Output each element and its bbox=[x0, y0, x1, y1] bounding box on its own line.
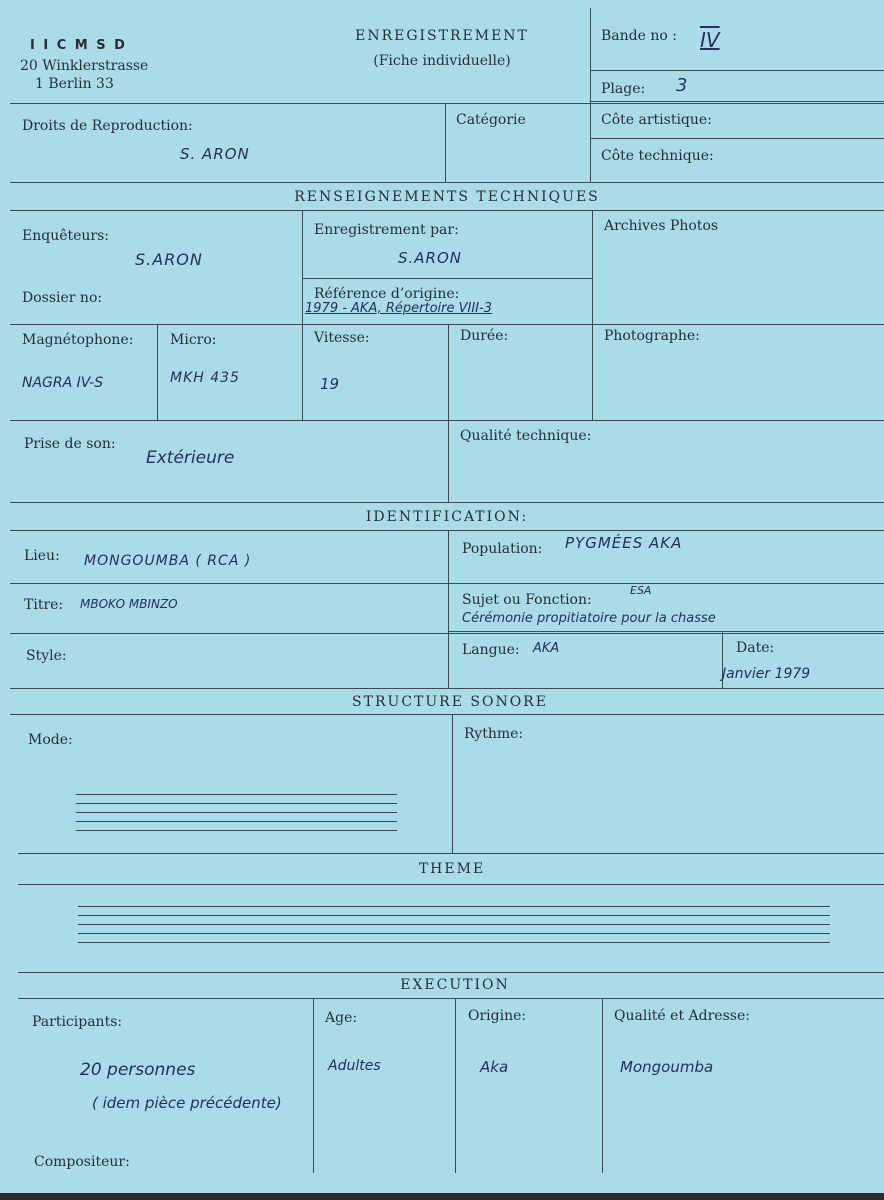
mode-label: Mode: bbox=[28, 732, 73, 748]
date-value: Janvier 1979 bbox=[722, 666, 811, 682]
divider bbox=[10, 420, 884, 421]
sujet-label: Sujet ou Fonction: bbox=[462, 592, 592, 608]
compositeur-label: Compositeur: bbox=[34, 1154, 130, 1170]
lieu-value: MONGOUMBA ( RCA ) bbox=[84, 553, 252, 569]
droits-value: S. ARON bbox=[180, 145, 250, 163]
divider bbox=[10, 583, 884, 584]
section-theme: THEME bbox=[418, 861, 486, 877]
section-structure: STRUCTURE SONORE bbox=[352, 694, 548, 710]
qualite-technique-label: Qualité technique: bbox=[460, 428, 592, 444]
photographe-label: Photographe: bbox=[604, 328, 700, 344]
micro-label: Micro: bbox=[170, 332, 217, 348]
org-address-line1: 20 Winklerstrasse bbox=[20, 58, 149, 74]
divider bbox=[448, 631, 884, 632]
divider bbox=[10, 103, 884, 104]
form-title: ENREGISTREMENT bbox=[355, 28, 529, 44]
divider bbox=[18, 972, 884, 973]
divider bbox=[590, 8, 591, 183]
participants-label: Participants: bbox=[32, 1014, 123, 1030]
divider bbox=[592, 210, 593, 420]
bande-label: Bande no : bbox=[601, 28, 677, 44]
divider bbox=[313, 998, 314, 1173]
divider bbox=[10, 502, 884, 503]
archives-photos-label: Archives Photos bbox=[604, 218, 719, 234]
divider bbox=[10, 530, 884, 531]
staff-line bbox=[78, 924, 830, 925]
titre-label: Titre: bbox=[24, 597, 64, 613]
divider bbox=[10, 714, 884, 715]
origine-value: Aka bbox=[480, 1058, 509, 1076]
langue-label: Langue: bbox=[462, 642, 520, 658]
magnetophone-value: NAGRA IV-S bbox=[22, 375, 104, 391]
divider bbox=[455, 998, 456, 1173]
titre-value: MBOKO MBINZO bbox=[80, 597, 178, 611]
population-label: Population: bbox=[462, 541, 543, 557]
staff-line bbox=[78, 915, 830, 916]
plage-label: Plage: bbox=[601, 81, 646, 97]
divider bbox=[18, 853, 884, 854]
enregistrement-par-value: S.ARON bbox=[398, 249, 463, 267]
staff-line bbox=[78, 906, 830, 907]
qualite-adresse-label: Qualité et Adresse: bbox=[614, 1008, 750, 1024]
prise-de-son-value: Extérieure bbox=[146, 448, 235, 468]
participants-value-2: ( idem pièce précédente) bbox=[92, 1094, 282, 1112]
section-identification: IDENTIFICATION: bbox=[365, 509, 529, 525]
divider bbox=[302, 210, 303, 420]
divider bbox=[18, 884, 884, 885]
enregistrement-par-label: Enregistrement par: bbox=[314, 222, 459, 238]
sujet-code-value: ESA bbox=[630, 584, 652, 597]
population-value: PYGMÉES AKA bbox=[565, 534, 683, 552]
droits-label: Droits de Reproduction: bbox=[22, 118, 193, 134]
staff-line bbox=[76, 830, 397, 831]
divider bbox=[10, 688, 884, 689]
divider bbox=[302, 278, 592, 279]
staff-line bbox=[76, 812, 397, 813]
staff-line bbox=[76, 803, 397, 804]
bande-value: IV bbox=[700, 28, 720, 52]
divider bbox=[448, 530, 449, 688]
staff-line bbox=[78, 933, 830, 934]
prise-de-son-label: Prise de son: bbox=[24, 436, 116, 452]
origine-label: Origine: bbox=[468, 1008, 527, 1024]
divider bbox=[10, 182, 884, 183]
reference-label: Référence d’origine: bbox=[314, 286, 460, 302]
age-value: Adultes bbox=[328, 1058, 381, 1074]
rythme-label: Rythme: bbox=[464, 726, 524, 742]
magnetophone-label: Magnétophone: bbox=[22, 332, 134, 348]
staff-line bbox=[76, 794, 397, 795]
duree-label: Durée: bbox=[460, 328, 509, 344]
divider bbox=[10, 210, 884, 211]
reference-value: 1979 - AKA, Répertoire VIII-3 bbox=[305, 301, 492, 316]
divider bbox=[448, 324, 449, 502]
style-label: Style: bbox=[26, 648, 67, 664]
divider bbox=[452, 714, 453, 853]
divider bbox=[18, 998, 884, 999]
divider bbox=[590, 101, 884, 102]
divider bbox=[590, 70, 884, 71]
participants-value-1: 20 personnes bbox=[80, 1060, 196, 1080]
divider bbox=[157, 324, 158, 420]
section-execution: EXECUTION bbox=[400, 977, 510, 993]
enqueteurs-label: Enquêteurs: bbox=[22, 228, 110, 244]
divider bbox=[602, 998, 603, 1173]
staff-line bbox=[76, 821, 397, 822]
cote-artistique-label: Côte artistique: bbox=[601, 112, 712, 128]
divider bbox=[10, 324, 884, 325]
divider bbox=[10, 633, 884, 634]
enqueteurs-value: S.ARON bbox=[135, 250, 203, 269]
org-name: I I C M S D bbox=[30, 38, 127, 53]
qualite-adresse-value: Mongoumba bbox=[620, 1058, 714, 1076]
section-renseignements: RENSEIGNEMENTS TECHNIQUES bbox=[294, 189, 600, 205]
vitesse-value: 19 bbox=[320, 375, 340, 393]
lieu-label: Lieu: bbox=[24, 548, 60, 564]
micro-value: MKH 435 bbox=[170, 370, 240, 386]
langue-value: AKA bbox=[533, 641, 560, 656]
cote-technique-label: Côte technique: bbox=[601, 148, 714, 164]
date-label: Date: bbox=[736, 640, 775, 656]
org-address-line2: 1 Berlin 33 bbox=[35, 76, 114, 92]
categorie-label: Catégorie bbox=[456, 112, 526, 128]
dossier-label: Dossier no: bbox=[22, 290, 103, 306]
divider bbox=[590, 138, 884, 139]
plage-value: 3 bbox=[676, 75, 688, 96]
vitesse-label: Vitesse: bbox=[314, 330, 370, 346]
divider bbox=[445, 103, 446, 183]
staff-line bbox=[78, 942, 830, 943]
sujet-value: Cérémonie propitiatoire pour la chasse bbox=[462, 611, 716, 626]
age-label: Age: bbox=[325, 1010, 358, 1026]
form-subtitle: (Fiche individuelle) bbox=[373, 53, 511, 69]
